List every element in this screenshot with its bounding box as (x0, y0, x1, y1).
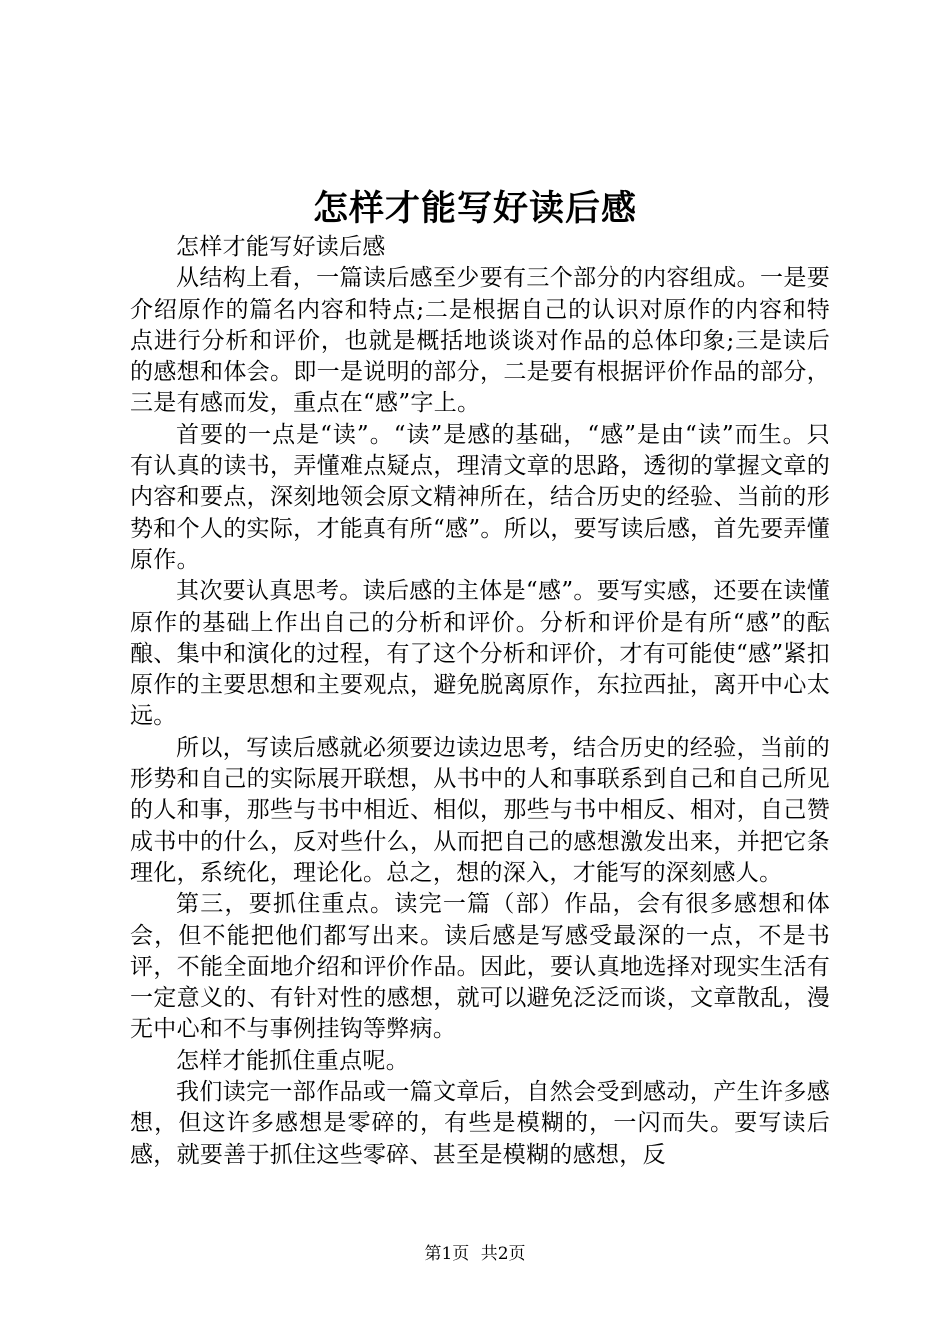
document-body (130, 232, 830, 1171)
paragraph: 我们读完一部作品或一篇文章后，自然会受到感动，产生许多感想，但这许多感想是零碎的，有些是模糊的，一闪而失。要写读后感，就要善于抓住这些零碎、甚至是模糊的感想，反 (130, 1079, 830, 1168)
paragraph: 怎样才能写好读后感 (176, 234, 386, 260)
paragraph: 其次要认真思考。读后感的主体是“感”。要写实感，还要在读懂原作的基础上作出自己的分析和评价。分析和评价是有所“感”的酝酿、集中和演化的过程，有了这个分析和评价，才有可能使“感”紧扣原作的主要思想和主要观点，避免脱离原作，东拉西扯，离开中心太远。 (130, 578, 830, 730)
document-title: 怎样才能写好读后感 (312, 188, 637, 229)
page-number: 第1页 (424, 1244, 470, 1264)
paragraph: 怎样才能抓住重点呢。 (176, 1047, 409, 1074)
paragraph: 首要的一点是“读”。“读”是感的基础，“感”是由“读”而生。只有认真的读书，弄懂难点疑点，理清文章的思路，透彻的掌握文章的内容和要点，深刻地领会原文精神所在，结合历史的经验、当前的形势和个人的实际，才能真有所“感”。所以，要写读后感，首先要弄懂原作。 (130, 421, 830, 573)
paragraph: 第三，要抓住重点。读完一篇（部）作品，会有很多感想和体会，但不能把他们都写出来。读后感是写感受最深的一点，不是书评，不能全面地介绍和评价作品。因此，要认真地选择对现实生活有一定意义的、有针对性的感想，就可以避免泛泛而谈，文章散乱，漫无中心和不与事例挂钩等弊病。 (130, 891, 830, 1043)
paragraph: 从结构上看，一篇读后感至少要有三个部分的内容组成。一是要介绍原作的篇名内容和特点;二是根据自己的认识对原作的内容和特点进行分析和评价，也就是概括地谈谈对作品的总体印象;三是读后的感想和体会。即一是说明的部分，二是要有根据评价作品的部分，三是有感而发，重点在“感”字上。 (130, 265, 830, 417)
page-total: 共2页 (480, 1244, 526, 1264)
paragraph: 所以，写读后感就必须要边读边思考，结合历史的经验，当前的形势和自己的实际展开联想，从书中的人和事联系到自己和自己所见的人和事，那些与书中相近、相似，那些与书中相反、相对，自己赞成书中的什么，反对些什么，从而把自己的感想激发出来，并把它条理化，系统化，理论化。总之，想的深入，才能写的深刻感人。 (130, 734, 830, 886)
page-footer (0, 1242, 950, 1266)
